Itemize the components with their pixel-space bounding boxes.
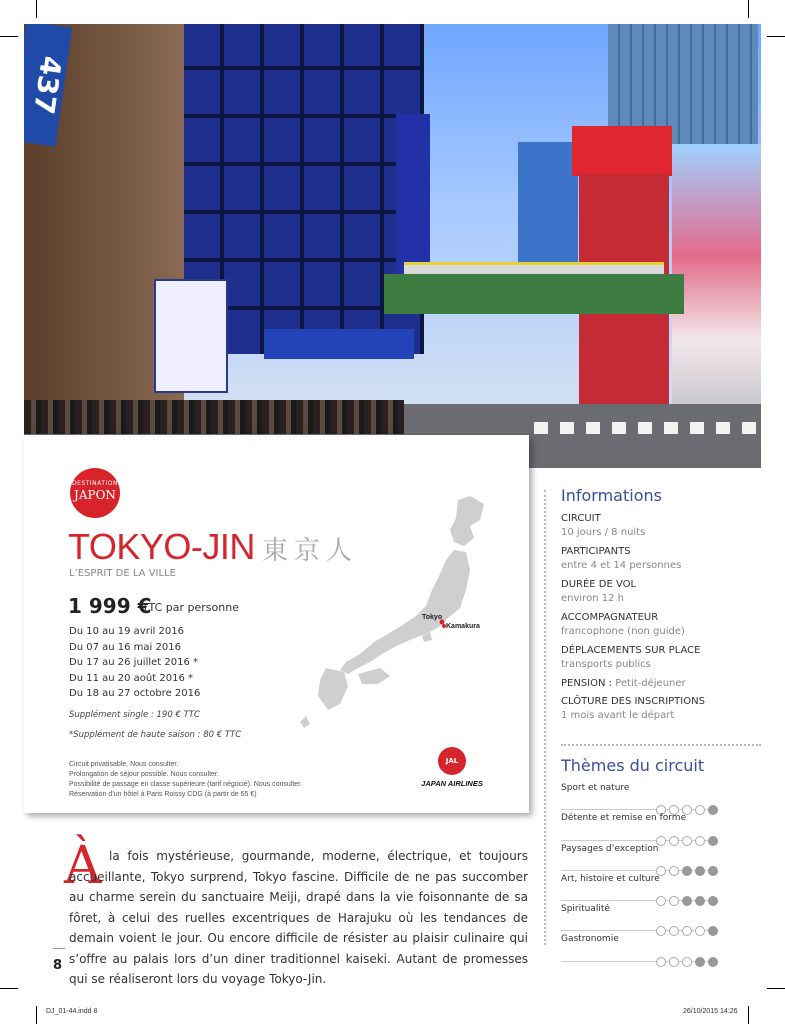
japan-map [270,490,500,730]
crop-mark [36,0,37,18]
info-label: DÉPLACEMENTS SUR PLACE [561,645,701,656]
photo-sign-watch-square [154,279,228,393]
photo-crosswalk [534,422,761,434]
rating-dot [695,957,705,967]
tour-subtitle: L’ESPRIT DE LA VILLE [69,568,176,579]
date-item: Du 11 au 20 août 2016 * [69,672,193,684]
info-heading: Informations [561,486,662,505]
photo-sign-437: 437 [24,24,72,147]
theme-row: Spiritualité [561,901,716,931]
akihabara-photo [24,24,761,468]
tour-kanji: 東京人 [262,536,359,566]
photo-crowd [24,400,404,434]
theme-row: Sport et nature [561,780,716,810]
page-number-rule [53,948,65,949]
theme-row: Gastronomie [561,931,716,961]
crop-mark [0,36,18,37]
info-label: ACCOMPAGNATEUR [561,612,659,623]
info-value: environ 12 h [561,593,624,604]
info-value: 10 jours / 8 nuits [561,527,646,538]
jal-crane-icon: JAL [438,747,466,775]
photo-sign-karaoke [572,126,672,176]
info-label: DURÉE DE VOL [561,579,637,590]
info-separator [561,744,761,746]
date-item: Du 17 au 26 juillet 2016 * [69,657,198,668]
date-item: Du 07 au 16 mai 2016 [69,641,181,653]
tour-title: TOKYO-JIN [68,526,255,567]
tour-dates [69,624,200,702]
themes-heading: Thèmes du circuit [561,756,705,775]
rating-dot [669,957,679,967]
info-value: francophone (non guide) [561,626,685,637]
supplement-single: Supplément single : 190 € TTC [69,710,200,720]
info-label: CLÔTURE DES INSCRIPTIONS [561,696,705,707]
page-number: 8 [53,958,63,973]
theme-row: Art, histoire et culture [561,871,716,901]
dropcap: À [64,836,102,896]
theme-row: Détente et remise en forme [561,810,716,840]
info-value: transports publics [561,659,651,670]
crop-mark [0,988,18,989]
crop-mark [36,1006,37,1024]
supplement-season: *Supplément de haute saison : 80 € TTC [69,730,242,740]
info-list [561,512,761,728]
info-pension: PENSION : Petit-déjeuner [561,678,686,689]
rating-dot [682,957,692,967]
crop-mark [748,0,749,18]
crop-mark [767,988,785,989]
slug-date: 26/10/2015 14:26 [683,1008,738,1015]
date-item: Du 10 au 19 avril 2016 [69,626,185,637]
info-value: entre 4 et 14 personnes [561,560,682,571]
info-label: PARTICIPANTS [561,546,631,557]
photo-bridge [384,274,684,314]
crop-mark [767,36,785,37]
photo-awning [264,329,414,359]
theme-row: Paysages d’exception [561,841,716,871]
photo-building-anime [672,144,761,424]
map-label-kamakura: Kamakura [446,623,480,630]
fine-print: Circuit privatisable. Nous consulter. Prolongation de séjour possible. Nous consulter. Possibilité de passage en classe supérieure (tarif négocié). Nous consulter. Réservation d’un hôtel à Paris Roissy CDG (à partir de 65 €) [69,761,303,798]
theme-rating [653,957,718,967]
info-divider [544,490,546,945]
info-label: CIRCUIT [561,513,601,524]
date-item: Du 18 au 27 octobre 2016 [69,688,201,699]
intro-text: la fois mystérieuse, gourmande, moderne, électrique, et toujours accueillante, Tokyo surprend, Tokyo fascine. Difficile de ne pas succomber au charme serein du sanctuaire Meiji, drapé dans la vie foisonnante de sa fôret, à celui des ruelles excentriques de Harajuku où les tendances de demain voient le jour. Ou encore difficile de résister au plaisir culinaire qui s’offre au palais lors d’un diner traditionnel kaiseki. Autant de promesses qui se réaliseront lors du voyage Tokyo-Jin. [69,849,528,986]
destination-japon-logo: DESTINATION JAPON [70,468,120,518]
info-value: 1 mois avant le départ [561,710,675,721]
rating-dot [656,957,666,967]
themes-list [561,780,716,962]
price-note: TTC par personne [142,601,239,614]
japan-airlines-logo: JAL JAPAN AIRLINES [410,747,494,788]
slug-file: DJ_01-44.indd 8 [46,1008,98,1015]
tour-price: 1 999 € [68,594,152,618]
rating-dot [708,957,718,967]
crop-mark [748,1006,749,1024]
map-label-tokyo: Tokyo [422,614,443,621]
